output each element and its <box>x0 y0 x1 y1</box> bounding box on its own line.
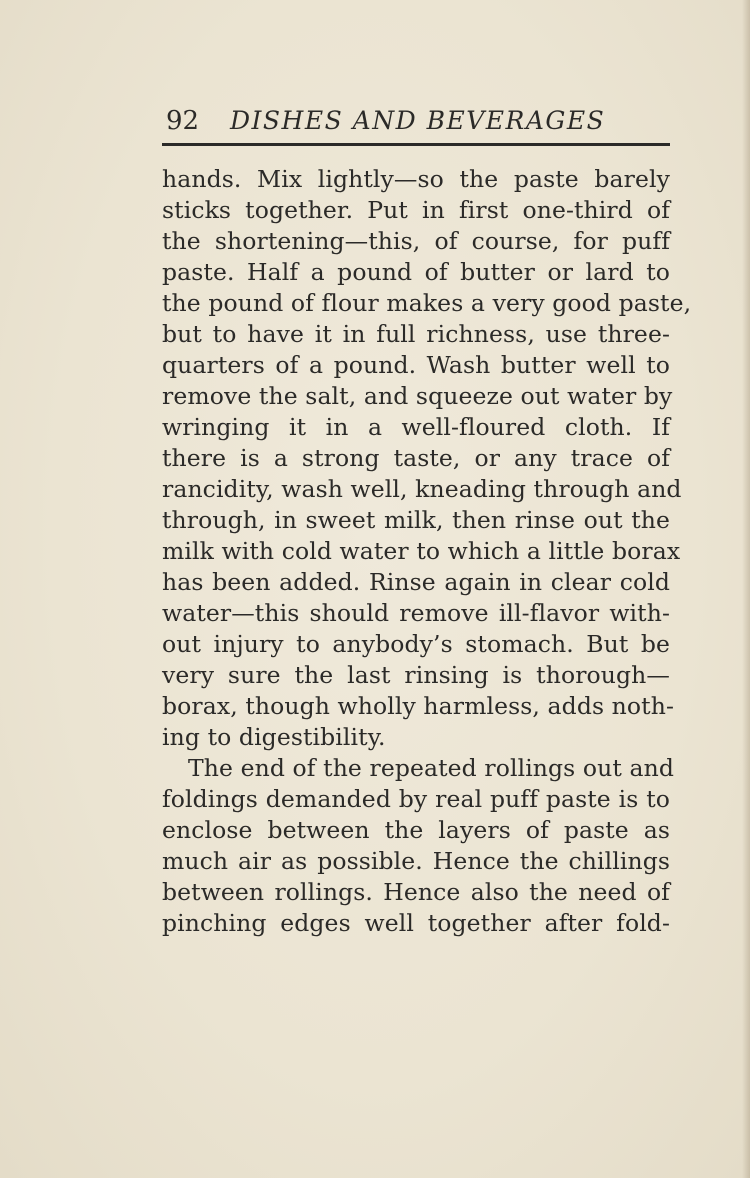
text-line: the pound of flour makes a very good paste, <box>162 289 692 317</box>
text-line: has been added. Rinse again in clear cold <box>162 568 670 596</box>
text-line: wringing it in a well-floured cloth. If <box>162 413 670 441</box>
text-line: quarters of a pound. Wash butter well to <box>162 351 670 379</box>
text-line: pinching edges well together after fold- <box>162 909 670 937</box>
running-head <box>162 104 670 144</box>
text-line: between rollings. Hence also the need of <box>162 878 670 906</box>
text-line: foldings demanded by real puff paste is to <box>162 785 670 813</box>
text-line: through, in sweet milk, then rinse out the <box>162 506 670 534</box>
text-line: paste. Half a pound of butter or lard to <box>162 258 670 286</box>
page-number: 92 <box>166 106 200 136</box>
text-line: rancidity, wash well, kneading through and <box>162 475 682 503</box>
text-line: sticks together. Put in first one-third of <box>162 196 670 224</box>
text-line: much air as possible. Hence the chillings <box>162 847 670 875</box>
text-line: milk with cold water to which a little borax <box>162 537 681 565</box>
body-text <box>162 164 692 939</box>
page-edge <box>742 0 750 1178</box>
text-line: out injury to anybody’s stomach. But be <box>162 630 670 658</box>
text-line: remove the salt, and squeeze out water by <box>162 382 673 410</box>
text-line: ing to digestibility. <box>162 723 386 751</box>
running-title: DISHES AND BEVERAGES <box>230 106 606 135</box>
text-line: The end of the repeated rollings out and <box>188 754 675 782</box>
header-rule <box>162 143 670 146</box>
text-line: the shortening—this, of course, for puff <box>162 227 670 255</box>
text-line: but to have it in full richness, use three- <box>162 320 670 348</box>
text-line: there is a strong taste, or any trace of <box>162 444 670 472</box>
text-line: very sure the last rinsing is thorough— <box>162 661 670 689</box>
text-line: hands. Mix lightly—so the paste barely <box>162 165 670 193</box>
text-line: enclose between the layers of paste as <box>162 816 670 844</box>
text-line: borax, though wholly harmless, adds noth- <box>162 692 674 720</box>
text-line: water—this should remove ill-flavor with- <box>162 599 670 627</box>
